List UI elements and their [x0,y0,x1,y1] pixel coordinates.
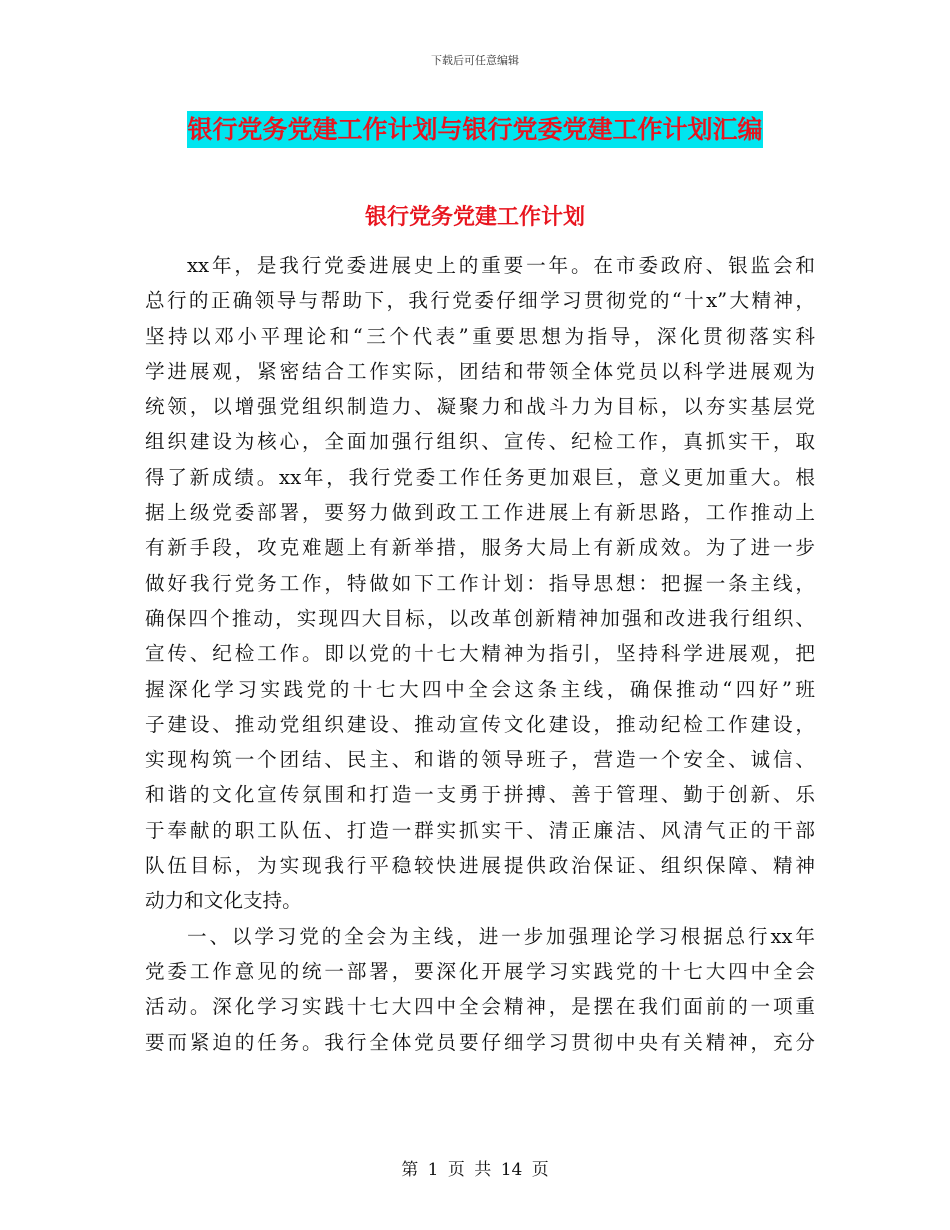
text-line: 统领，以增强党组织制造力、凝聚力和战斗力为目标，以夯实基层党 [145,395,815,419]
document-title-text: 银行党务党建工作计划与银行党委党建工作计划汇编 [187,111,762,148]
text-line: 确保四个推动，实现四大目标，以改革创新精神加强和改进我行组织、 [145,606,815,630]
text-line: 坚持以邓小平理论和“三个代表”重要思想为指导，深化贯彻落实科 [145,324,815,348]
text-line: 总行的正确领导与帮助下，我行党委仔细学习贯彻党的“十x”大精神， [145,289,815,313]
document-body [145,248,815,1060]
text-line: 要而紧迫的任务。我行全体党员要仔细学习贯彻中央有关精神，充分 [145,1030,815,1054]
text-line: 党委工作意见的统一部署，要深化开展学习实践党的十七大四中全会 [145,959,815,983]
text-line: 于奉献的职工队伍、打造一群实抓实干、清正廉洁、风清气正的干部 [145,818,815,842]
text-line: 队伍目标，为实现我行平稳较快进展提供政治保证、组织保障、精神 [145,854,815,878]
text-line: 握深化学习实践党的十七大四中全会这条主线，确保推动“四好”班 [145,677,815,701]
text-line: 宣传、纪检工作。即以党的十七大精神为指引，坚持科学进展观，把 [145,642,815,666]
text-line: 有新手段，攻克难题上有新举措，服务大局上有新成效。为了进一步 [145,536,815,560]
text-line: 活动。深化学习实践十七大四中全会精神，是摆在我们面前的一项重 [145,995,815,1019]
text-line: 一、以学习党的全会为主线，进一步加强理论学习根据总行xx年 [187,924,815,948]
text-line: 学进展观，紧密结合工作实际，团结和带领全体党员以科学进展观为 [145,359,815,383]
text-line: 做好我行党务工作，特做如下工作计划：指导思想：把握一条主线， [145,571,815,595]
text-line: xx年，是我行党委进展史上的重要一年。在市委政府、银监会和 [187,254,815,277]
text-line: 组织建设为核心，全面加强行组织、宣传、纪检工作，真抓实干，取 [145,430,815,454]
text-line: 据上级党委部署，要努力做到政工工作进展上有新思路，工作推动上 [145,501,815,525]
text-line: 得了新成绩。xx年，我行党委工作任务更加艰巨，意义更加重大。根 [145,465,815,489]
text-line: 实现构筑一个团结、民主、和谐的领导班子，营造一个安全、诚信、 [145,748,815,772]
text-line: 动力和文化支持。 [145,889,302,913]
document-title [0,110,950,146]
page-number-footer: 第 1 页 共 14 页 [401,1160,549,1180]
header-note: 下载后可任意编辑 [431,54,519,67]
text-line: 子建设、推动党组织建设、推动宣传文化建设，推动纪检工作建设， [145,712,815,736]
text-line: 和谐的文化宣传氛围和打造一支勇于拼搏、善于管理、勤于创新、乐 [145,783,815,807]
section-title: 银行党务党建工作计划 [364,204,585,230]
